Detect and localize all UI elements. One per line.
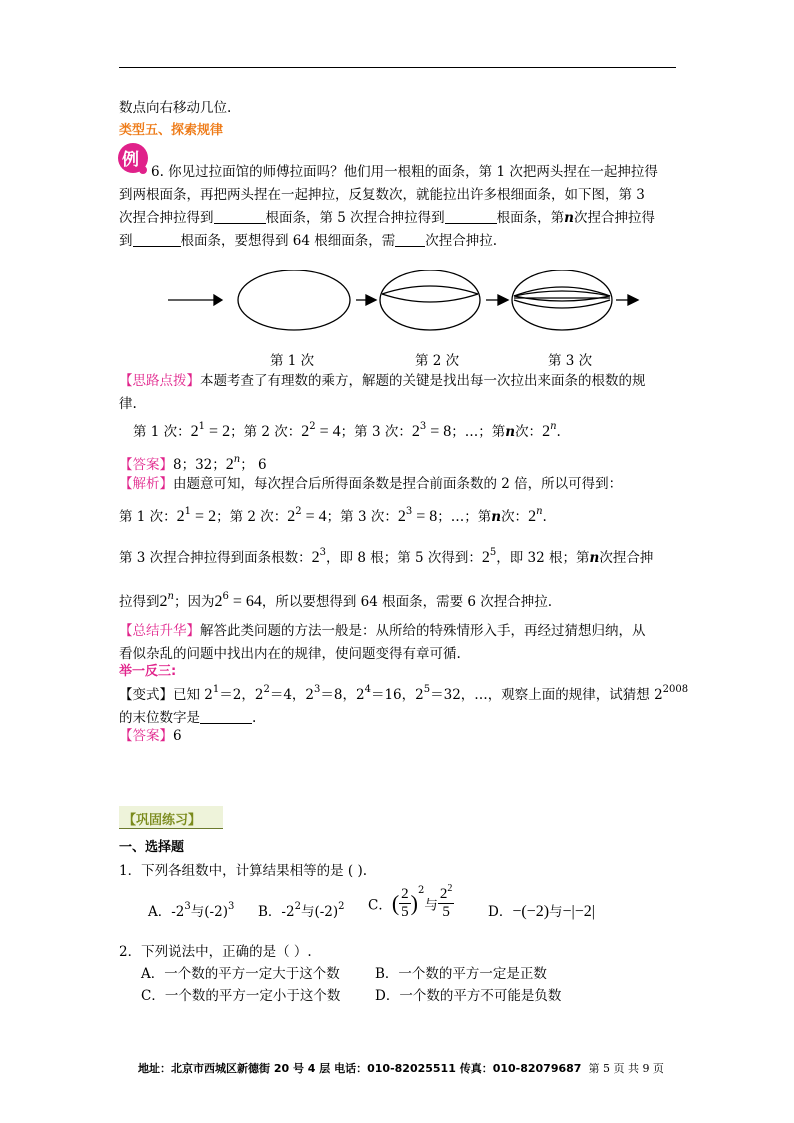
practice-heading: 举一反三: [119, 664, 177, 679]
answer-tag: 【答案】 [119, 457, 173, 473]
hint-tag: 【思路点拨】 [119, 373, 200, 389]
summary-tag: 【总结升华】 [119, 623, 200, 639]
ellipse-2-arc-top [382, 286, 478, 294]
answer-2-tag: 【答案】 [119, 728, 173, 744]
ellipse-2 [380, 270, 480, 330]
ellipse-3 [512, 270, 612, 330]
choice-title: 一、选择题 [119, 840, 185, 855]
formula-2: 第 1 次：$2^1 = 2$；第 2 次：$2^2 = 4$；第 3 次：$2^3 = 8$；…；第n次：2$^n$. [119, 506, 547, 525]
q1-option-a: A．$-2^3$与$(-2)^3$ [148, 901, 235, 920]
blank-2 [445, 210, 497, 224]
blank-1 [214, 210, 266, 224]
example-line-1: 6. 你见过拉面馆的师傅拉面吗？他们用一根粗的面条，第 1 次把两头捏在一起抻拉得 [151, 164, 658, 180]
example-badge-label: 例 [122, 150, 139, 170]
arrow-4-head-icon [628, 295, 638, 305]
page-footer [138, 1060, 664, 1076]
section-title: 类型五、探索规律 [119, 123, 224, 138]
header-rule [119, 67, 676, 68]
q2-option-c: C．一个数的平方一定小于这个数 [141, 988, 341, 1004]
analysis-tag: 【解析】 [119, 476, 173, 492]
example-line-4: 到 根面条，要想得到 64 根细面条，需 次捏合抻拉. [119, 233, 498, 249]
variant-line-2: 的末位数字是 . [119, 710, 257, 726]
arrow-2-head-icon [366, 295, 376, 305]
variant-tag: 【变式】 [119, 687, 173, 703]
q2-option-a: A．一个数的平方一定大于这个数 [141, 966, 340, 982]
q1-stem: 1．下列各组数中，计算结果相等的是 ( ). [119, 863, 367, 879]
q1-option-d: D．−(−2)与−|−2| [488, 903, 595, 920]
analysis-line: 【解析】由题意可知，每次捏合后所得面条数是捏合前面条数的 2 倍，所以可得到： [119, 476, 623, 492]
consolidate-heading: 【巩固练习】 [119, 806, 223, 829]
noodle-figure [160, 270, 650, 334]
q2-option-d: D．一个数的平方不可能是负数 [375, 988, 562, 1004]
q1-option-c: C．( $\frac{2}{5}$ )$^2$与 $\frac{2^2}{5}$ [368, 883, 453, 920]
footer-page-number: 第 5 页 共 9 页 [588, 1062, 664, 1075]
example-line-2: 到两根面条，再把两头捏在一起抻拉，反复数次，就能拉出许多根细面条，如下图，第 3 [119, 187, 645, 203]
top-line: 数点向右移动几位. [119, 100, 232, 116]
footer-address: 地址：北京市西城区新德街 20 号 4 层 电话：010-82025511 传真：010-82079687 [138, 1062, 582, 1075]
figure-label-1: 第 1 次 [270, 353, 315, 369]
formula-1: 第 1 次：$2^1 = 2$；第 2 次：$2^2 = 4$；第 3 次：$2^3 = 8$；…；第n次：2$^n$. [133, 421, 561, 440]
hint-line-1: 【思路点拨】本题考查了有理数的乘方，解题的关键是找出每一次拉出来面条的根数的规 [119, 373, 646, 389]
arrow-1-head-icon [214, 295, 222, 305]
q2-stem: 2．下列说法中，正确的是（ ）. [119, 944, 312, 960]
q1-option-b: B．$-2^2$与$(-2)^2$ [258, 901, 345, 920]
figure-label-3: 第 3 次 [548, 353, 593, 369]
arrow-3-head-icon [498, 295, 508, 305]
summary-line-2: 看似杂乱的问题中找出内在的规律，使问题变得有章可循. [119, 646, 461, 662]
q2-option-b: B．一个数的平方一定是正数 [375, 966, 547, 982]
hint-line-2: 律. [119, 396, 137, 412]
result-line-1: 第 3 次捏合抻拉得到面条根数：$2^3$，即 8 根；第 5 次得到：$2^5$，即 32 根；第n次捏合抻 [119, 547, 654, 566]
ellipse-1 [238, 270, 350, 330]
blank-3 [133, 233, 181, 247]
ellipse-2-arc-bottom [382, 294, 478, 302]
example-line-3: 次捏合抻拉得到 根面条，第 5 次捏合抻拉得到 根面条，第n次捏合抻拉得 [119, 210, 655, 226]
blank-4 [395, 233, 425, 247]
blank-5 [200, 710, 252, 724]
figure-label-2: 第 2 次 [415, 353, 460, 369]
result-line-2: 拉得到2$^n$；因为$2^6 = 64$，所以要想得到 64 根面条，需要 6 次捏合抻拉. [119, 591, 553, 610]
answer-2: 【答案】6 [119, 728, 182, 744]
variant-line-1: 【变式】已知 $2^1=2$，$2^2=4$，$2^3=8$，$2^4=16$，$2^5=32$，…，观察上面的规律，试猜想 $2^{2008}$ [119, 684, 689, 703]
summary-line-1: 【总结升华】解答此类问题的方法一般是：从所给的特殊情形入手，再经过猜想归纳，从 [119, 623, 646, 639]
answer-1: 【答案】8；32；2$^n$； 6 [119, 454, 267, 473]
